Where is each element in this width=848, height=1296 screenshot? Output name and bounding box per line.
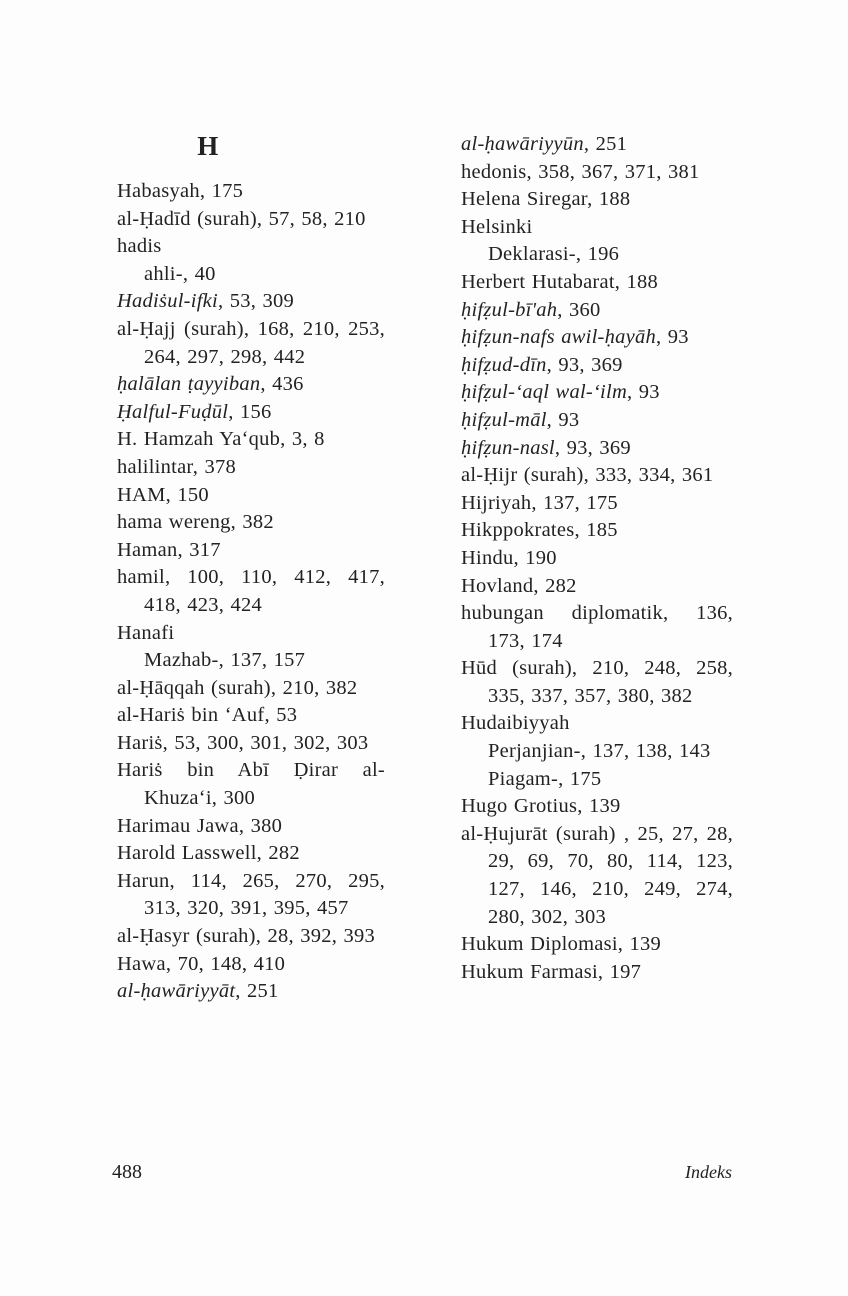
entry-refs: 188 [626,270,659,293]
entry-separator: , [217,290,230,313]
entry-term: Hūd (surah) [461,657,572,680]
entry-term: Hudaibiyyah [461,712,570,735]
index-entry [117,868,385,923]
entry-term: ḥifẓun-nasl [461,436,555,459]
index-entry [117,178,385,206]
entry-term: hubungan diplomatik [461,602,663,625]
entry-refs: 53, 309 [229,290,294,313]
index-entry [461,159,733,187]
page-number: 488 [112,1161,142,1183]
entry-refs: 25, 27, 28, 29, 69, 70, 80, 114, 123, 127, 146, 210, 249, 274, 280, 302, 303 [488,822,733,928]
index-columns [117,131,733,1006]
entry-term: al-Ḥāqqah (surah) [117,676,271,699]
entry-separator: , [575,243,588,266]
entry-term: hedonis [461,160,527,183]
entry-separator: , [615,822,638,845]
entry-separator: , [165,483,178,506]
index-entry [117,564,385,619]
index-entry [461,186,733,214]
footer-label: Indeks [685,1162,732,1182]
entry-refs: 93, 369 [558,353,623,376]
entry-separator: , [558,767,570,790]
entry-term: HAM [117,483,166,506]
entry-refs: 93 [667,326,689,349]
index-entry [117,620,385,648]
entry-separator: , [577,795,589,818]
entries-right [461,131,733,986]
index-entry [117,702,385,730]
entry-term: hadis [117,235,162,258]
entry-refs: 93 [558,408,580,431]
entry-refs: 70, 148, 410 [177,952,286,975]
entry-term: hama wereng [117,511,231,534]
entry-term: Haman [117,538,178,561]
entry-refs: 93, 369 [566,436,631,459]
entry-refs: 40 [194,262,216,285]
entry-term: Helsinki [461,215,533,238]
entries-left [117,178,385,1006]
entry-refs: 139 [588,795,621,818]
entry-term: Habasyah [117,180,200,202]
entry-refs: 53, 300, 301, 302, 303 [174,731,369,754]
entry-separator: , [211,787,224,810]
index-column-left [117,131,385,1006]
entry-refs: 114, 265, 270, 295, 313, 320, 391, 395, 457 [144,869,386,920]
index-entry [461,738,733,766]
entry-separator: , [169,869,191,892]
index-entry [461,793,733,821]
entry-separator: , [531,491,544,514]
entry-refs: 360 [568,298,601,321]
entry-separator: , [199,180,212,202]
entry-separator: , [177,538,190,561]
entry-refs: 137, 138, 143 [592,740,711,763]
entry-term: Perjanjian- [488,740,581,763]
entry-refs: 156 [239,400,272,423]
entry-separator: , [256,207,269,230]
index-entry [461,766,733,794]
entry-term: al-ḥawāriyyūn [461,133,584,155]
index-entry [117,454,385,482]
entry-term: al-Ḥujurāt (surah) [461,822,616,845]
entry-separator: , [280,428,292,451]
entry-separator: , [617,933,630,956]
index-entry [117,675,385,703]
entry-term: ḥifẓud-dīn [461,353,547,376]
entry-term: Hariṡ bin Abī Ḍirar al-Khuza‘i [117,759,385,810]
entry-separator: , [192,455,205,478]
entry-term: Mazhab- [144,649,219,672]
index-entry [117,316,385,371]
entry-separator: , [270,676,283,699]
index-entry [117,371,385,399]
entry-refs: 137, 157 [230,649,306,672]
index-entry [461,462,733,490]
entry-refs: 436 [272,373,304,396]
entry-refs: 251 [247,980,279,1003]
entry-refs: 378 [204,455,236,478]
entry-separator: , [662,602,697,625]
entry-term: Hindu [461,546,514,569]
entry-refs: 190 [525,546,557,569]
index-entry [117,206,385,234]
index-entry [117,923,385,951]
entry-refs: 380 [250,814,283,837]
entry-term: Helena Siregar [461,188,588,211]
entry-refs: 358, 367, 371, 381 [538,160,700,183]
entry-term: ḥifẓun-nafs awil-ḥayāh [461,326,656,349]
entry-refs: 188 [598,188,631,211]
index-entry [117,482,385,510]
index-entry [461,352,733,380]
index-entry [117,426,385,454]
entry-refs: 136, 173, 174 [488,602,733,652]
entry-term: ḥalālan ṭayyiban [117,373,261,396]
entry-term: al-Ḥijr (surah) [461,464,584,487]
entry-refs: 197 [609,960,642,983]
index-entry [461,269,733,297]
entry-refs: 175 [569,767,602,790]
entry-refs: 168, 210, 253, 264, 297, 298, 442 [144,317,386,368]
entry-separator: , [557,298,569,321]
entry-term: Hukum Farmasi [461,960,598,983]
entry-separator: , [243,317,258,340]
entry-refs: 53 [276,704,298,727]
entry-term: H. Hamzah Ya‘qub [117,428,281,451]
entry-separator: , [264,704,277,727]
entry-separator: , [182,262,195,285]
index-entry [117,951,385,979]
entry-refs: 100, 110, 412, 417, 418, 423, 424 [144,566,385,616]
index-entry [117,233,385,261]
entry-term: halilintar [117,455,193,478]
index-entry [461,435,733,463]
index-entry [461,517,733,545]
entry-separator: , [235,980,248,1003]
entry-separator: , [614,270,627,293]
entry-term: hamil [117,566,165,589]
entry-separator: , [255,925,268,948]
entry-separator: , [218,649,231,672]
entry-separator: , [580,740,593,763]
index-entry [461,959,733,987]
index-entry [117,261,385,289]
entry-term: Harun [117,869,170,892]
entry-term: Hadiṡul-ifki [117,290,218,313]
entry-term: Hovland [461,574,534,597]
index-entry [461,241,733,269]
entry-term: Piagam- [488,767,559,790]
entry-term: ḥifẓul-māl [461,408,547,431]
entry-refs: 282 [268,842,300,865]
entry-refs: 57, 58, 210 [268,207,366,230]
entry-term: Hikppokrates [461,519,575,542]
entry-refs: 382 [242,511,274,534]
entry-refs: 137, 175 [543,491,618,514]
index-entry [117,840,385,868]
entry-separator: , [546,408,559,431]
entry-refs: 196 [587,243,620,266]
entry-separator: , [526,160,539,183]
entry-term: al-Hariṡ bin ‘Auf [117,704,265,727]
entry-separator: , [165,952,178,975]
entry-term: al-Ḥasyr (surah) [117,925,256,948]
entry-term: Harold Lasswell [117,842,257,865]
entry-refs: 282 [545,574,577,597]
index-entry [461,131,733,159]
entry-term: Hukum Diplomasi [461,933,618,956]
entry-separator: , [260,373,273,396]
entry-refs: 251 [595,133,628,155]
index-entry [117,978,385,1006]
index-entry [461,297,733,325]
index-entry [461,710,733,738]
index-entry [461,379,733,407]
entry-separator: , [546,353,559,376]
entry-separator: , [554,436,567,459]
index-entry [461,931,733,959]
entry-refs: 3, 8 [291,428,325,451]
entry-term: Hanafi [117,621,175,644]
index-entry [117,537,385,565]
entry-separator: , [571,657,593,680]
entry-separator: , [574,519,587,542]
index-entry [461,600,733,655]
index-entry [117,509,385,537]
entry-term: Harimau Jawa [117,814,239,837]
index-entry [461,490,733,518]
index-entry [461,573,733,601]
entry-refs: 185 [586,519,618,542]
entry-separator: , [655,326,668,349]
entry-separator: , [162,731,175,754]
entry-term: al-ḥawāriyyāt [117,980,236,1003]
entry-term: Herbert Hutabarat [461,270,615,293]
index-entry [117,288,385,316]
entry-separator: , [164,566,188,589]
entry-refs: 333, 334, 361 [595,464,714,487]
entry-refs: 150 [177,483,209,506]
entry-term: Hawa [117,952,166,975]
entry-refs: 28, 392, 393 [267,925,376,948]
entry-term: al-Ḥajj (surah) [117,317,244,340]
index-entry [461,545,733,573]
index-entry [117,757,385,812]
entry-term: al-Ḥadīd (surah) [117,207,257,230]
entry-separator: , [238,814,251,837]
index-column-right [461,131,733,986]
entry-term: ḥifẓul-‘aql wal-‘ilm [461,381,628,404]
entry-refs: 210, 248, 258, 335, 337, 357, 380, 382 [488,657,733,707]
entry-separator: , [533,574,546,597]
entry-term: Hijriyah [461,491,532,514]
index-entry [461,214,733,242]
entry-refs: 317 [189,538,221,561]
entry-term: Deklarasi- [488,243,576,266]
entry-separator: , [583,133,596,155]
entry-term: Hariṡ [117,731,163,754]
entry-term: ḥifẓul-bī'ah [461,298,558,321]
index-entry [117,813,385,841]
index-entry [461,407,733,435]
entry-separator: , [230,511,243,534]
entry-separator: , [587,188,599,211]
entry-term: Ḥalful-Fuḍūl [117,400,229,423]
entry-refs: 93 [638,381,660,404]
entry-refs: 175 [211,180,244,202]
entry-separator: , [583,464,596,487]
index-entry [117,730,385,758]
index-entry [461,821,733,931]
entry-term: ahli- [144,262,183,285]
index-entry [117,647,385,675]
entry-term: Hugo Grotius [461,795,578,818]
entry-separator: , [627,381,639,404]
entry-separator: , [256,842,269,865]
section-heading: H [197,131,219,161]
page-footer [112,1161,732,1184]
index-entry [461,324,733,352]
index-entry [117,399,385,427]
entry-separator: , [597,960,610,983]
index-entry [461,655,733,710]
entry-refs: 300 [223,787,256,810]
entry-separator: , [228,400,240,423]
entry-separator: , [513,546,526,569]
entry-refs: 210, 382 [282,676,358,699]
entry-refs: 139 [629,933,662,956]
